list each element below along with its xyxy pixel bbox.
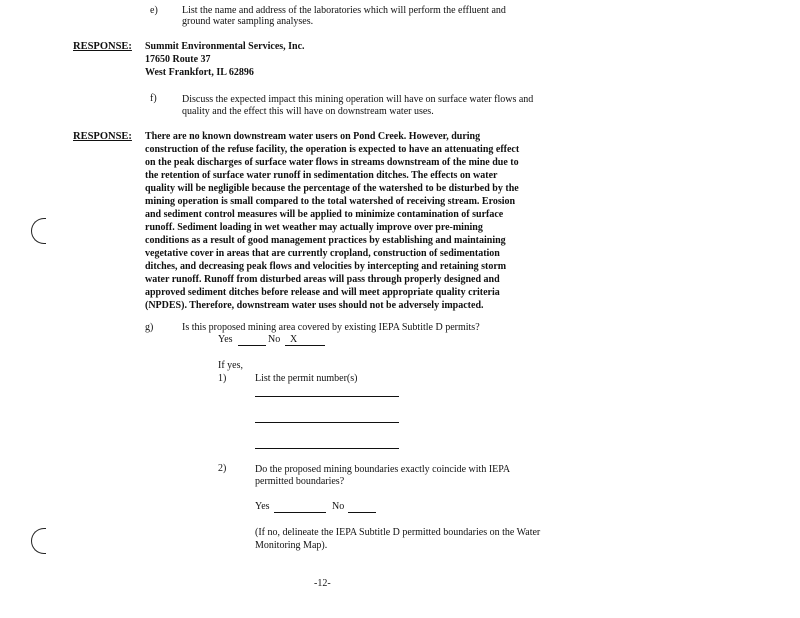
item-g-question: Is this proposed mining area covered by existing IEPA Subtitle D permits? bbox=[182, 322, 480, 333]
note-line: Monitoring Map). bbox=[255, 540, 328, 551]
response-f-line: and sediment control measures will be applied to minimize contamination of surface bbox=[145, 209, 504, 220]
sub1-marker: 1) bbox=[218, 373, 227, 384]
response-f-line: runoff. Sediment loading in wet weather may actually improve over pre-mining bbox=[145, 222, 483, 233]
response-f-line: conditions as a result of good management practices by establishing and maintaining bbox=[145, 235, 506, 246]
permit-number-blank bbox=[255, 396, 399, 397]
item-f-text-line: Discuss the expected impact this mining operation will have on surface water flows and bbox=[182, 94, 534, 105]
response-f-line: the retention of surface water runoff in sedimentation ditches. The effects on water bbox=[145, 170, 498, 181]
response-label: RESPONSE: bbox=[73, 41, 132, 52]
punch-hole-mark bbox=[31, 218, 46, 244]
sub2-yes-blank bbox=[274, 512, 326, 513]
punch-hole-mark bbox=[31, 528, 46, 554]
sub2-no-blank bbox=[348, 512, 376, 513]
response-f-line: construction of the refuse facility, the operation is expected to have an attenuating effect bbox=[145, 144, 520, 155]
item-e-text-line: ground water sampling analyses. bbox=[182, 16, 314, 27]
permit-number-blank bbox=[255, 422, 399, 423]
item-g-marker: g) bbox=[145, 322, 154, 333]
response-e-line: 17650 Route 37 bbox=[145, 54, 211, 65]
response-f-line: (NPDES). Therefore, downstream water uses should not be adversely impacted. bbox=[145, 300, 484, 311]
yes-answer-blank bbox=[238, 345, 266, 346]
response-e-line: Summit Environmental Services, Inc. bbox=[145, 41, 305, 52]
response-f-line: ditches, and decreasing peak flows and velocities by intercepting and retaining storm bbox=[145, 261, 507, 272]
item-f-text-line: quality and the effect this will have on downstream water uses. bbox=[182, 106, 434, 117]
response-e-line: West Frankfort, IL 62896 bbox=[145, 67, 254, 78]
response-f-line: There are no known downstream water users on Pond Creek. However, during bbox=[145, 131, 481, 142]
page-number: -12- bbox=[314, 578, 331, 589]
response-f-line: mining operation is small compared to the total watershed of receiving stream. Erosion bbox=[145, 196, 516, 207]
response-f-line: water runoff. Runoff from disturbed areas will pass through properly designed and bbox=[145, 274, 500, 285]
sub2-text-line: Do the proposed mining boundaries exactly coincide with IEPA bbox=[255, 464, 511, 475]
response-label: RESPONSE: bbox=[73, 131, 132, 142]
response-f-line: quality will be negligible because the percentage of the watershed to be disturbed by the bbox=[145, 183, 519, 194]
item-e-marker: e) bbox=[150, 5, 158, 16]
sub2-text-line: permitted boundaries? bbox=[255, 476, 345, 487]
yes-label: Yes bbox=[218, 334, 233, 345]
sub1-text: List the permit number(s) bbox=[255, 373, 358, 384]
no-answer-mark: X bbox=[290, 334, 298, 345]
permit-number-blank bbox=[255, 448, 399, 449]
item-e-text-line: List the name and address of the laboratories which will perform the effluent and bbox=[182, 5, 506, 16]
response-f-line: vegetative cover in areas that are currently cropland, construction of sedimentation bbox=[145, 248, 500, 259]
sub2-no-label: No bbox=[332, 501, 345, 512]
item-f-marker: f) bbox=[150, 93, 157, 104]
if-yes-label: If yes, bbox=[218, 360, 243, 371]
response-f-line: on the peak discharges of surface water flows in streams downstream of the mine due to bbox=[145, 157, 519, 168]
sub2-marker: 2) bbox=[218, 463, 227, 474]
sub2-yes-label: Yes bbox=[255, 501, 270, 512]
no-label: No bbox=[268, 334, 281, 345]
note-line: (If no, delineate the IEPA Subtitle D permitted boundaries on the Water bbox=[255, 527, 541, 538]
response-f-line: approved sediment ditches before release and will meet appropriate quality criteria bbox=[145, 287, 500, 298]
